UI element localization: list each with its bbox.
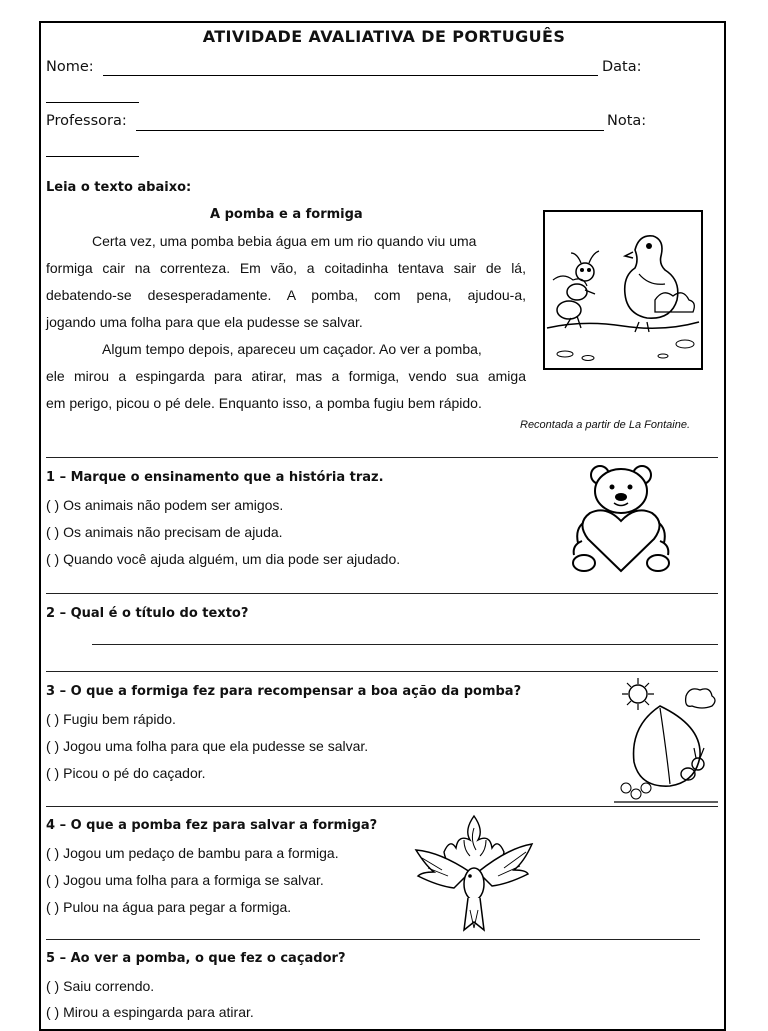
story-source: Recontada a partir de La Fontaine. (520, 419, 691, 431)
date-label: Data: (602, 59, 642, 75)
teacher-label: Professora: (46, 113, 127, 129)
story-title: A pomba e a formiga (210, 207, 363, 222)
question-3-option-1[interactable]: ( ) Fugiu bem rápido. (46, 711, 176, 727)
dove-flames-illustration (412, 810, 536, 936)
name-label: Nome: (46, 59, 94, 75)
question-1-prompt: 1 – Marque o ensinamento que a história traz. (46, 470, 384, 485)
divider-4 (46, 806, 718, 807)
story-line-2: formiga cair na correnteza. Em vão, a coitadinha tentava sair de lá, (46, 260, 526, 276)
question-2-prompt: 2 – Qual é o título do texto? (46, 606, 249, 621)
divider-2 (46, 593, 718, 594)
question-5-prompt: 5 – Ao ver a pomba, o que fez o caçador? (46, 951, 346, 966)
question-5-option-2[interactable]: ( ) Mirou a espingarda para atirar. (46, 1004, 254, 1020)
question-5-option-1[interactable]: ( ) Saiu correndo. (46, 978, 155, 994)
question-2-answer-line[interactable] (92, 644, 718, 645)
story-line-7: em perigo, picou o pé dele. Enquanto isso, a pomba fugiu bem rápido. (46, 395, 482, 411)
grade-field[interactable] (46, 156, 139, 157)
story-line-4: jogando uma folha para que ela pudesse se salvar. (46, 314, 363, 330)
divider-1 (46, 457, 718, 458)
question-3-prompt: 3 – O que a formiga fez para recompensar a boa ação da pomba? (46, 684, 522, 699)
question-4-option-2[interactable]: ( ) Jogou uma folha para a formiga se salvar. (46, 872, 324, 888)
question-1-option-2[interactable]: ( ) Os animais não precisam de ajuda. (46, 524, 283, 540)
question-1-option-3[interactable]: ( ) Quando você ajuda alguém, um dia pode ser ajudado. (46, 551, 401, 567)
question-4-option-3[interactable]: ( ) Pulou na água para pegar a formiga. (46, 899, 292, 915)
date-field[interactable] (46, 102, 139, 103)
reading-instruction: Leia o texto abaixo: (46, 180, 192, 195)
question-4-option-1[interactable]: ( ) Jogou um pedaço de bambu para a formiga. (46, 845, 339, 861)
dove-and-ant-illustration (543, 210, 703, 370)
story-line-5: Algum tempo depois, apareceu um caçador. Ao ver a pomba, (102, 341, 482, 357)
story-line-6: ele mirou a espingarda para atirar, mas a formiga, vendo sua amiga (46, 368, 526, 384)
question-4-prompt: 4 – O que a pomba fez para salvar a formiga? (46, 818, 378, 833)
name-field[interactable] (103, 75, 598, 76)
divider-5 (46, 939, 700, 940)
story-line-1: Certa vez, uma pomba bebia água em um rio quando viu uma (92, 233, 477, 249)
question-3-option-2[interactable]: ( ) Jogou uma folha para que ela pudesse se salvar. (46, 738, 369, 754)
question-1-option-1[interactable]: ( ) Os animais não podem ser amigos. (46, 497, 284, 513)
divider-3 (46, 671, 718, 672)
teacher-field[interactable] (136, 130, 604, 131)
question-3-option-3[interactable]: ( ) Picou o pé do caçador. (46, 765, 206, 781)
story-line-3: debatendo-se desesperadamente. A pomba, com pena, ajudou-a, (46, 287, 526, 303)
sun-leaf-ant-illustration (614, 676, 718, 806)
worksheet-title: ATIVIDADE AVALIATIVA DE PORTUGUÊS (202, 27, 566, 46)
grade-label: Nota: (607, 113, 647, 129)
teddy-bear-heart-illustration (570, 463, 670, 581)
